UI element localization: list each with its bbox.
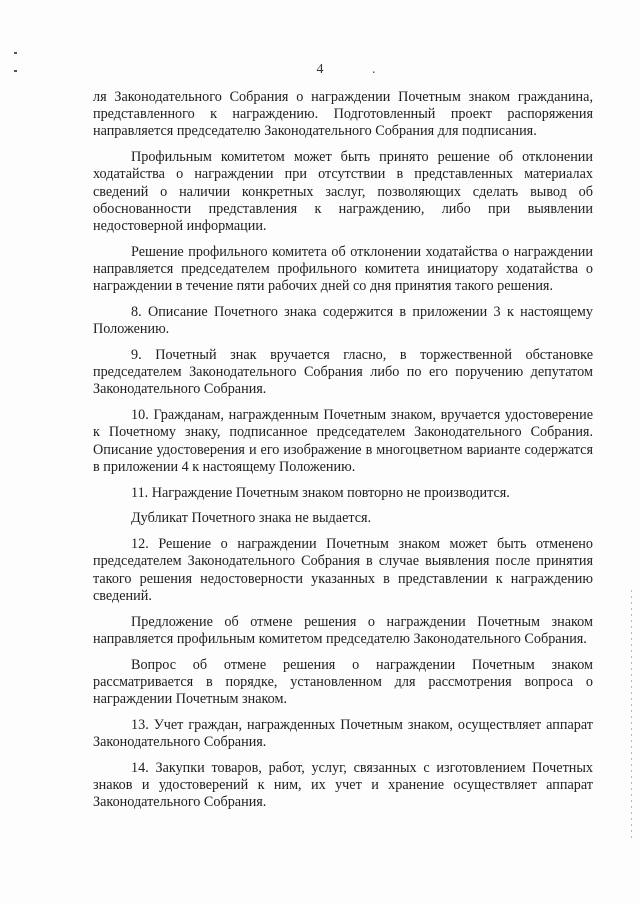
paragraph: Решение профильного комитета об отклонении ходатайства о награждении направляется председателем профильного комитета инициатору ходатайства о награждении в течение пяти рабочих дней со дня принятия такого решения. [93, 243, 593, 295]
paragraph: ля Законодательного Собрания о награждении Почетным знаком гражданина, представленного к награждению. Подготовленный проект распоряжения направляется председателю Законодательного Собрания для подписания. [93, 89, 593, 140]
scan-mark [14, 52, 17, 54]
page-number-dot: . [372, 62, 376, 77]
paragraph: 9. Почетный знак вручается гласно, в торжественной обстановке председателем Законодательного Собрания либо по его поручению депутатом Законодательного Собрания. [93, 347, 593, 398]
paragraph: Дубликат Почетного знака не выдается. [131, 510, 372, 527]
paragraph: 8. Описание Почетного знака содержится в приложении 3 к настоящему Положению. [93, 304, 593, 338]
paragraph: 14. Закупки товаров, работ, услуг, связанных с изготовлением Почетных знаков и удостоверений к ним, их учет и хранение осуществляет аппарат Законодательного Собрания. [93, 759, 593, 811]
paragraph: Предложение об отмене решения о награждении Почетным знаком направляется профильным комитетом председателю Законодательного Собрания. [93, 613, 593, 647]
paragraph: Вопрос об отмене решения о награждении Почетным знаком рассматривается в порядке, установленном для рассмотрения вопроса о награждении Почетным знаком. [93, 656, 593, 708]
paragraph: 11. Награждение Почетным знаком повторно не производится. [131, 484, 510, 501]
page-number: 4 [316, 62, 324, 77]
scan-edge-line [631, 590, 632, 840]
paragraph: Профильным комитетом может быть принято решение об отклонении ходатайства о награждении при отсутствии в представленных материалах сведений о наличии конкретных заслуг, позволяющих сделать вывод об обоснованности представления к награждению, либо при выявлении недостоверной информации. [93, 149, 593, 235]
document-body [93, 89, 593, 820]
paragraph: 12. Решение о награждении Почетным знаком может быть отменено председателем Законодательного Собрания в случае выявления после принятия такого решения недостоверности указанных в представлении к награждению сведений. [93, 536, 593, 604]
paragraph: 13. Учет граждан, награжденных Почетным знаком, осуществляет аппарат Законодательного Собрания. [93, 716, 593, 751]
paragraph: 10. Гражданам, награжденным Почетным знаком, вручается удостоверение к Почетному знаку, подписанное председателем Законодательного Собрания. Описание удостоверения и его изображение в многоцветном варианте содержатся в приложении 4 к настоящему Положению. [93, 407, 593, 475]
